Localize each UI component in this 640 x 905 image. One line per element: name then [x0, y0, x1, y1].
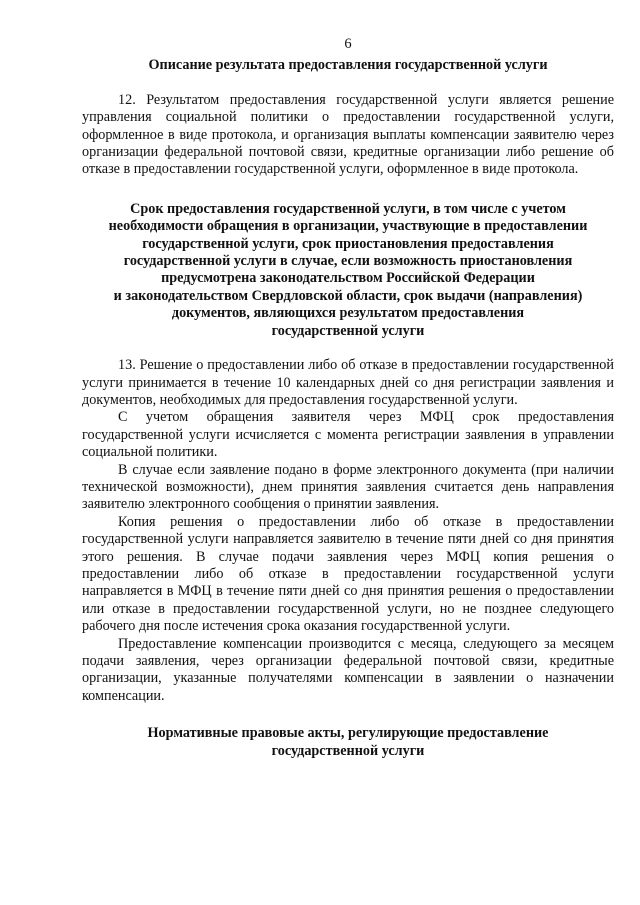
- heading-line: документов, являющихся результатом предоставления: [171, 305, 525, 322]
- heading-line: государственной услуги: [271, 322, 425, 339]
- paragraph-13: 13. Решение о предоставлении либо об отказе в предоставлении государственной услуги принимается в течение 10 календарных дней со дня регистрации заявления и документов, необходимых для предоставления государственной услуги.: [82, 357, 614, 408]
- page-number: 6: [344, 36, 352, 52]
- paragraph-electronic-application: В случае если заявление подано в форме электронного документа (при наличии технической возможности), днем принятия заявления считается день направления заявителю электронного сообщения о принятии заявления.: [82, 461, 614, 513]
- heading-line: Срок предоставления государственной услуги, в том числе с учетом: [130, 200, 566, 217]
- heading-line: предусмотрена законодательством Российской Федерации: [161, 270, 535, 287]
- heading-line: Нормативные правовые акты, регулирующие предоставление: [147, 725, 549, 742]
- paragraph-compensation-start: Предоставление компенсации производится с месяца, следующего за месяцем подачи заявления, через организации федеральной почтовой связи, кредитные организации, указанные получателями компенсации в заявлении о назначении компенсации.: [82, 635, 614, 704]
- heading-line: государственной услуги в случае, если возможность приостановления: [123, 253, 573, 270]
- heading-result-description: Описание результата предоставления государственной услуги: [148, 57, 548, 74]
- paragraph-mfc-term: С учетом обращения заявителя через МФЦ срок предоставления государственной услуги исчисляется с момента регистрации заявления в управлении социальной политики.: [82, 409, 614, 461]
- heading-line: государственной услуги, срок приостановления предоставления: [142, 235, 554, 252]
- paragraph-12: 12. Результатом предоставления государственной услуги является решение управления социальной политики о предоставлении государственной услуги, оформленное в виде протокола, и организация выплаты компенсации заявителю через организации федеральной почтовой связи, кредитные организации либо решение об отказе в предоставлении государственной услуги, оформленное в виде протокола.: [82, 91, 614, 178]
- paragraph-decision-copy: Копия решения о предоставлении либо об отказе в предоставлении государственной услуги направляется заявителю в течение пяти дней со дня принятия этого решения. В случае подачи заявления через МФЦ копия решения о предоставлении либо об отказе в предоставлении государственной услуги направляется в МФЦ в течение пяти дней со дня принятия решения о предоставлении или отказе в предоставлении государственной услуги, но не позднее следующего рабочего дня после истечения срока оказания государственной услуги.: [82, 513, 614, 635]
- heading-service-term: [82, 201, 614, 340]
- heading-legal-acts: [82, 725, 614, 760]
- heading-line: необходимости обращения в организации, участвующие в предоставлении: [108, 218, 588, 235]
- heading-line: и законодательством Свердловской области, срок выдачи (направления): [113, 287, 583, 304]
- heading-line: государственной услуги: [271, 742, 425, 759]
